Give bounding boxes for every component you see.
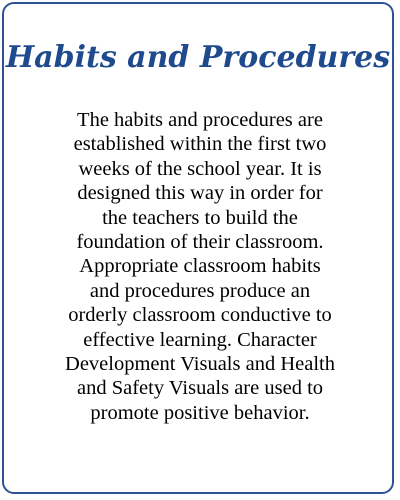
body-line: the teachers to build the bbox=[102, 206, 298, 229]
body-line: Development Visuals and Health bbox=[65, 353, 335, 376]
body-line: and Safety Visuals are used to bbox=[76, 377, 324, 400]
body-line: weeks of the school year. It is bbox=[78, 157, 322, 180]
body-line: promote positive behavior. bbox=[90, 401, 310, 424]
body-line: foundation of their classroom. bbox=[76, 231, 324, 254]
card-title: Habits and Procedures bbox=[5, 40, 391, 75]
body-line: orderly classroom conductive to bbox=[68, 304, 332, 327]
card-body-text bbox=[38, 108, 362, 425]
body-line: The habits and procedures are bbox=[77, 109, 323, 131]
body-line: and procedures produce an bbox=[89, 279, 311, 302]
body-line: designed this way in order for bbox=[77, 182, 323, 205]
body-line: effective learning. Character bbox=[83, 328, 317, 351]
info-card bbox=[2, 2, 394, 494]
body-line: established within the first two bbox=[73, 133, 327, 156]
body-line: Appropriate classroom habits bbox=[79, 255, 321, 278]
